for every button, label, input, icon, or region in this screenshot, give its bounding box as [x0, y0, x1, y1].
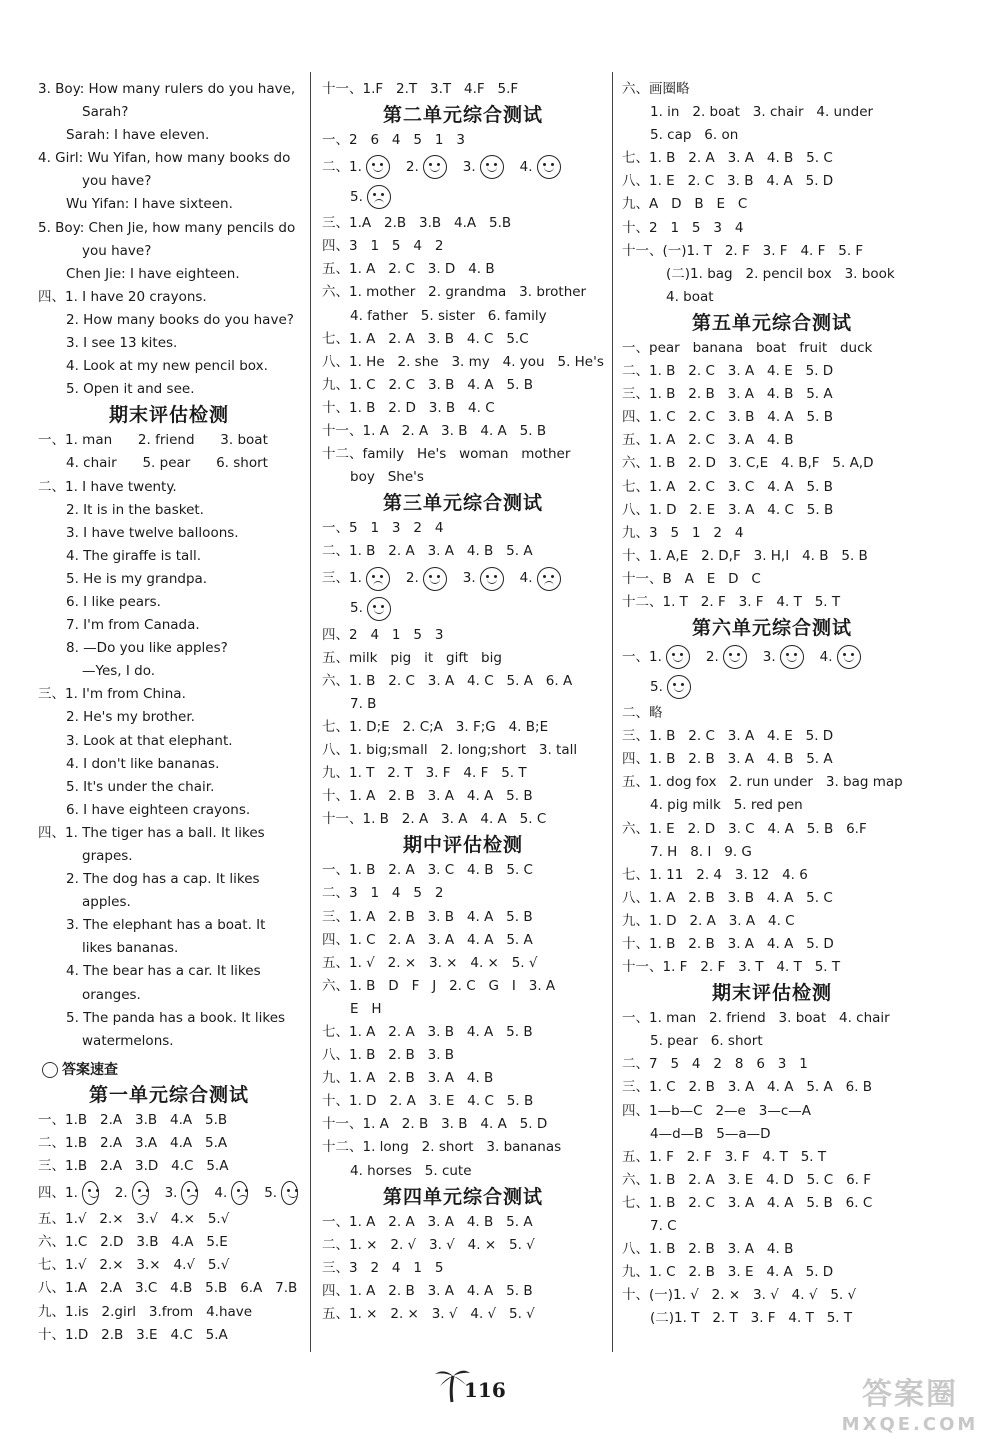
column-divider	[310, 72, 311, 1352]
answer-line: 八、1.A 2.A 3.C 4.B 5.B 6.A 7.B	[38, 1280, 298, 1297]
answer-line: 四、1. The tiger has a ball. It likes	[38, 824, 265, 841]
answer-line: 4. chair 5. pear 6. short	[66, 455, 268, 472]
badge-circle-icon	[42, 1062, 58, 1078]
question-number: 4.	[519, 569, 533, 586]
answer-line: 4. The giraffe is tall.	[66, 547, 202, 564]
answer-line: 十、(一)1. √ 2. × 3. √ 4. √ 5. √	[622, 1287, 857, 1304]
answer-line: 3. Look at that elephant.	[66, 732, 233, 749]
answer-line: E H	[350, 1000, 382, 1017]
answer-line: 八、1. D 2. E 3. A 4. C 5. B	[622, 501, 834, 518]
face-answer-row	[322, 564, 604, 594]
answer-line: 4. I don't like bananas.	[66, 755, 220, 772]
answer-line: 四、1. I have 20 crayons.	[38, 288, 207, 305]
answer-line: 三、1.B 2.A 3.D 4.C 5.A	[38, 1158, 229, 1175]
face-answer-row	[622, 642, 922, 672]
answer-line: 八、1. B 2. B 3. B	[322, 1047, 455, 1064]
answer-line: 六、1. E 2. D 3. C 4. A 5. B 6.F	[622, 820, 867, 837]
smiley-face-icon	[723, 645, 747, 669]
answer-line: Sarah: I have eleven.	[66, 127, 210, 144]
section-heading: 第五单元综合测试	[691, 311, 852, 334]
face-answer-row	[38, 1178, 300, 1208]
answer-line: 七、1. B 2. C 3. A 4. A 5. B 6. C	[622, 1194, 873, 1211]
answer-line: 九、1. D 2. A 3. A 4. C	[622, 912, 795, 929]
answer-line: 七、1. D;E 2. C;A 3. F;G 4. B;E	[322, 718, 549, 735]
answer-line: 六、1. mother 2. grandma 3. brother	[322, 284, 587, 301]
question-number: 3.	[462, 569, 476, 586]
answer-line: 一、2 6 4 5 1 3	[322, 132, 465, 149]
answer-line: 二、略	[622, 705, 663, 722]
answer-line: 七、1. A 2. C 3. C 4. A 5. B	[622, 478, 833, 495]
answer-line: 六、画圈略	[622, 81, 690, 97]
answer-line: 5. The panda has a book. It likes	[66, 1009, 286, 1026]
answer-line: 八、1. A 2. B 3. B 4. A 5. C	[622, 889, 833, 906]
smiley-face-icon	[367, 597, 391, 621]
answer-line: 七、1. A 2. A 3. B 4. C 5.C	[322, 330, 529, 347]
question-number: 5.	[350, 599, 363, 616]
answer-line: 九、3 5 1 2 4	[622, 524, 744, 541]
smiley-face-icon	[480, 155, 504, 179]
question-number: 四、1.	[38, 1184, 78, 1201]
answer-line: 6. I have eighteen crayons.	[66, 801, 251, 818]
section-heading: 第四单元综合测试	[382, 1185, 543, 1208]
answer-line: 2. It is in the basket.	[66, 501, 204, 518]
answer-line: 一、1.B 2.A 3.B 4.A 5.B	[38, 1111, 228, 1128]
answer-line: oranges.	[82, 986, 141, 1003]
answer-line: 十一、1. B 2. A 3. A 4. A 5. C	[322, 811, 547, 828]
answer-line: 7. I'm from Canada.	[66, 617, 200, 634]
answer-line: —Yes, I do.	[82, 663, 156, 680]
answer-line: 4. horses 5. cute	[350, 1162, 472, 1179]
answer-line: 5. pear 6. short	[650, 1033, 763, 1050]
answer-line: Chen Jie: I have eighteen.	[66, 265, 240, 282]
answer-line: 十一、1. A 2. B 3. B 4. A 5. D	[322, 1116, 548, 1133]
answer-line: 九、1. C 2. C 3. B 4. A 5. B	[322, 376, 533, 393]
smiley-face-icon	[423, 567, 447, 591]
face-answer-row	[322, 594, 604, 624]
answer-line: 六、1. B 2. D 3. C,E 4. B,F 5. A,D	[622, 455, 874, 472]
answer-line: 四、2 4 1 5 3	[322, 626, 444, 643]
answer-line: 七、1. B 2. A 3. A 4. B 5. C	[622, 150, 833, 167]
answer-line: (二)1. T 2. T 3. F 4. T 5. T	[650, 1310, 853, 1327]
answer-line: 五、1. F 2. F 3. F 4. T 5. T	[622, 1148, 827, 1165]
answer-line: 十一、1. F 2. F 3. T 4. T 5. T	[622, 959, 841, 976]
answer-line: 九、1. T 2. T 3. F 4. F 5. T	[322, 765, 527, 782]
face-answer-row	[322, 152, 604, 182]
answer-line: 1. in 2. boat 3. chair 4. under	[650, 104, 874, 121]
question-number: 5.	[650, 678, 663, 695]
watermark-bottom: MXQE.COM	[841, 1414, 979, 1435]
answer-line: 十二、family He's woman mother	[322, 446, 571, 463]
answer-line: 九、1. C 2. B 3. E 4. A 5. D	[622, 1264, 834, 1281]
answer-line: 5. It's under the chair.	[66, 778, 215, 795]
smiley-face-icon	[423, 155, 447, 179]
answer-line: 五、1. A 2. C 3. A 4. B	[622, 432, 794, 449]
answer-line: you have?	[82, 242, 152, 259]
answer-line: 四、1. C 2. A 3. A 4. A 5. A	[322, 931, 533, 948]
answer-line: 十一、(一)1. T 2. F 3. F 4. F 5. F	[622, 242, 864, 259]
answer-quick-check-badge	[38, 1059, 300, 1081]
answer-line: 4—d—B 5—a—D	[650, 1125, 771, 1142]
column-divider	[612, 72, 613, 1352]
answer-line: 十二、1. long 2. short 3. bananas	[322, 1139, 562, 1156]
smiley-face-icon	[780, 645, 804, 669]
answer-line: 十一、1. A 2. A 3. B 4. A 5. B	[322, 423, 547, 440]
answer-line: 十一、B A E D C	[622, 570, 761, 587]
question-number: 二、1.	[322, 158, 362, 175]
answer-line: 十、2 1 5 3 4	[622, 219, 744, 236]
answer-line: 三、1. I'm from China.	[38, 686, 186, 703]
answer-line: 四、1. C 2. C 3. B 4. A 5. B	[622, 409, 833, 426]
answer-line: 二、1. B 2. A 3. A 4. B 5. A	[322, 543, 533, 560]
answer-line: 九、1.is 2.girl 3.from 4.have	[38, 1303, 253, 1320]
answer-line: 2. The dog has a cap. It likes	[66, 871, 260, 888]
answer-line: 4. boat	[666, 288, 714, 305]
answer-line: 5. Open it and see.	[66, 381, 195, 398]
answer-line: 十、1. B 2. D 3. B 4. C	[322, 399, 495, 416]
answer-line: 六、1.C 2.D 3.B 4.A 5.E	[38, 1234, 228, 1251]
answer-line: 8. —Do you like apples?	[66, 640, 228, 657]
answer-line: 十、1. A,E 2. D,F 3. H,I 4. B 5. B	[622, 547, 868, 564]
answer-line: 3. I see 13 kites.	[66, 335, 178, 352]
question-number: 4.	[519, 158, 533, 175]
answer-line: 十二、1. T 2. F 3. F 4. T 5. T	[622, 593, 841, 610]
answer-line: 七、1.√ 2.× 3.× 4.√ 5.√	[38, 1257, 230, 1274]
answer-line: 一、1. man 2. friend 3. boat 4. chair	[622, 1010, 890, 1027]
answer-line: 十、1.D 2.B 3.E 4.C 5.A	[38, 1326, 228, 1343]
sad-face-icon	[231, 1181, 248, 1205]
answer-line: 二、7 5 4 2 8 6 3 1	[622, 1056, 808, 1073]
answer-line: 4. The bear has a car. It likes	[66, 963, 261, 980]
sad-face-icon	[132, 1181, 149, 1205]
question-number: 3.	[462, 158, 476, 175]
answer-line: 5. cap 6. on	[650, 127, 739, 144]
question-number: 2.	[114, 1184, 128, 1201]
question-number: 5.	[350, 188, 363, 205]
answer-line: 五、1. × 2. × 3. √ 4. √ 5. √	[322, 1306, 535, 1323]
smiley-face-icon	[667, 675, 691, 699]
answer-line: 7. B	[350, 695, 377, 712]
section-heading: 期末评估检测	[108, 404, 229, 427]
answer-line: 七、1. 11 2. 4 3. 12 4. 6	[622, 866, 808, 883]
question-number: 2.	[405, 569, 419, 586]
answer-line: 六、1. B 2. A 3. E 4. D 5. C 6. F	[622, 1171, 872, 1188]
answer-line: 二、1. I have twenty.	[38, 478, 177, 495]
question-number: 一、1.	[622, 648, 662, 665]
section-heading: 期中评估检测	[402, 834, 523, 857]
smiley-face-icon	[480, 567, 504, 591]
answer-column-1	[38, 78, 300, 1347]
answer-line: 十、1. B 2. B 3. A 4. A 5. D	[622, 936, 834, 952]
sad-face-icon	[366, 567, 390, 591]
answer-line: watermelons.	[82, 1032, 174, 1049]
answer-line: 6. I like pears.	[66, 593, 161, 610]
answer-line: 4. Look at my new pencil box.	[66, 358, 268, 375]
answer-line: 二、1.B 2.A 3.A 4.A 5.A	[38, 1134, 228, 1151]
answer-line: likes bananas.	[82, 940, 179, 957]
answer-line: 五、1.√ 2.× 3.√ 4.× 5.√	[38, 1211, 230, 1228]
answer-line: 三、1. B 2. B 3. A 4. B 5. A	[622, 386, 833, 403]
answer-line: 十、1. A 2. B 3. A 4. A 5. B	[322, 788, 533, 805]
answer-column-2	[322, 78, 604, 1326]
answer-line: 一、1. B 2. A 3. C 4. B 5. C	[322, 862, 533, 879]
answer-line: 八、1. E 2. C 3. B 4. A 5. D	[622, 173, 834, 190]
answer-line: 3. Boy: How many rulers do you have,	[38, 81, 296, 97]
answer-line: 五、1. √ 2. × 3. × 4. × 5. √	[322, 954, 538, 971]
answer-line: 七、1. A 2. A 3. B 4. A 5. B	[322, 1024, 533, 1040]
answer-line: (二)1. bag 2. pencil box 3. book	[666, 265, 895, 282]
answer-line: Wu Yifan: I have sixteen.	[66, 196, 233, 213]
answer-line: 二、1. B 2. C 3. A 4. E 5. D	[622, 363, 834, 380]
answer-line: 4. Girl: Wu Yifan, how many books do	[38, 150, 291, 167]
answer-line: 3. The elephant has a boat. It	[66, 917, 266, 934]
face-answer-row	[322, 182, 604, 212]
sad-face-icon	[181, 1181, 198, 1205]
answer-column-3	[622, 78, 922, 1331]
sad-face-icon	[537, 567, 561, 591]
answer-line: 三、3 2 4 1 5	[322, 1259, 444, 1276]
section-heading: 第一单元综合测试	[88, 1083, 249, 1106]
answer-line: 五、1. dog fox 2. run under 3. bag map	[622, 774, 903, 791]
answer-line: 7. H 8. I 9. G	[650, 843, 752, 860]
answer-line: 一、5 1 3 2 4	[322, 520, 444, 537]
section-heading: 第三单元综合测试	[382, 492, 543, 515]
page-number: 116	[464, 1378, 506, 1402]
answer-line: 九、A D B E C	[622, 196, 748, 213]
answer-line: 2. He's my brother.	[66, 709, 195, 726]
question-number: 2.	[405, 158, 419, 175]
answer-line: 十一、1.F 2.T 3.T 4.F 5.F	[322, 81, 519, 97]
answer-line: 六、1. B 2. C 3. A 4. C 5. A 6. A	[322, 672, 573, 689]
answer-line: 三、1. A 2. B 3. B 4. A 5. B	[322, 908, 533, 925]
answer-line: 四、1. B 2. B 3. A 4. B 5. A	[622, 751, 833, 768]
answer-line: 四、3 1 5 4 2	[322, 238, 444, 255]
answer-line: 九、1. A 2. B 3. A 4. B	[322, 1070, 494, 1087]
question-number: 4.	[819, 648, 833, 665]
answer-line: 一、1. A 2. A 3. A 4. B 5. A	[322, 1213, 533, 1230]
answer-line: 7. C	[650, 1218, 677, 1235]
answer-line: 四、1. A 2. B 3. A 4. A 5. B	[322, 1282, 533, 1299]
answer-line: 八、1. He 2. she 3. my 4. you 5. He's	[322, 353, 604, 370]
sad-face-icon	[367, 185, 391, 209]
answer-line: 六、1. B D F J 2. C G I 3. A	[322, 977, 556, 994]
question-number: 3.	[762, 648, 776, 665]
watermark	[830, 1377, 990, 1440]
answer-line: 4. father 5. sister 6. family	[350, 307, 547, 324]
question-number: 3.	[164, 1184, 178, 1201]
question-number: 三、1.	[322, 569, 362, 586]
page-footer	[450, 1364, 550, 1404]
answer-line: 5. Boy: Chen Jie, how many pencils do	[38, 219, 296, 236]
smiley-face-icon	[666, 645, 690, 669]
answer-line: 二、1. × 2. √ 3. √ 4. × 5. √	[322, 1236, 535, 1253]
section-heading: 期末评估检测	[711, 982, 832, 1005]
face-answer-row	[622, 672, 922, 702]
answer-line: 4. pig milk 5. red pen	[650, 797, 803, 814]
smiley-face-icon	[82, 1181, 99, 1205]
answer-line: 一、pear banana boat fruit duck	[622, 339, 873, 356]
watermark-top: 答案圈	[862, 1377, 958, 1412]
answer-line: 3. I have twelve balloons.	[66, 524, 239, 541]
answer-line: 5. He is my grandpa.	[66, 570, 208, 587]
question-number: 4.	[214, 1184, 228, 1201]
answer-line: you have?	[82, 173, 152, 190]
answer-line: 二、3 1 4 5 2	[322, 885, 444, 902]
answer-line: 四、1—b—C 2—e 3—c—A	[622, 1102, 811, 1119]
question-number: 2.	[705, 648, 719, 665]
smiley-face-icon	[837, 645, 861, 669]
section-heading: 第六单元综合测试	[691, 617, 852, 640]
answer-line: 三、1. B 2. C 3. A 4. E 5. D	[622, 728, 834, 745]
smiley-face-icon	[281, 1181, 298, 1205]
question-number: 5.	[264, 1184, 278, 1201]
answer-line: 一、1. man 2. friend 3. boat	[38, 432, 268, 449]
answer-line: 八、1. big;small 2. long;short 3. tall	[322, 741, 578, 758]
answer-line: boy She's	[350, 469, 424, 486]
badge-label: 答案速查	[62, 1061, 118, 1078]
answer-line: 五、1. A 2. C 3. D 4. B	[322, 261, 495, 278]
answer-line: 十、1. D 2. A 3. E 4. C 5. B	[322, 1093, 534, 1110]
answer-line: apples.	[82, 894, 131, 911]
section-heading: 第二单元综合测试	[382, 104, 543, 127]
answer-line: 八、1. B 2. B 3. A 4. B	[622, 1241, 794, 1258]
answer-line: 2. How many books do you have?	[66, 311, 294, 328]
answer-line: grapes.	[82, 848, 133, 864]
answer-line: 三、1. C 2. B 3. A 4. A 5. A 6. B	[622, 1079, 873, 1096]
answer-line: 三、1.A 2.B 3.B 4.A 5.B	[322, 215, 512, 232]
answer-line: 五、milk pig it gift big	[322, 649, 502, 666]
smiley-face-icon	[366, 155, 390, 179]
smiley-face-icon	[537, 155, 561, 179]
answer-line: Sarah?	[82, 104, 129, 121]
